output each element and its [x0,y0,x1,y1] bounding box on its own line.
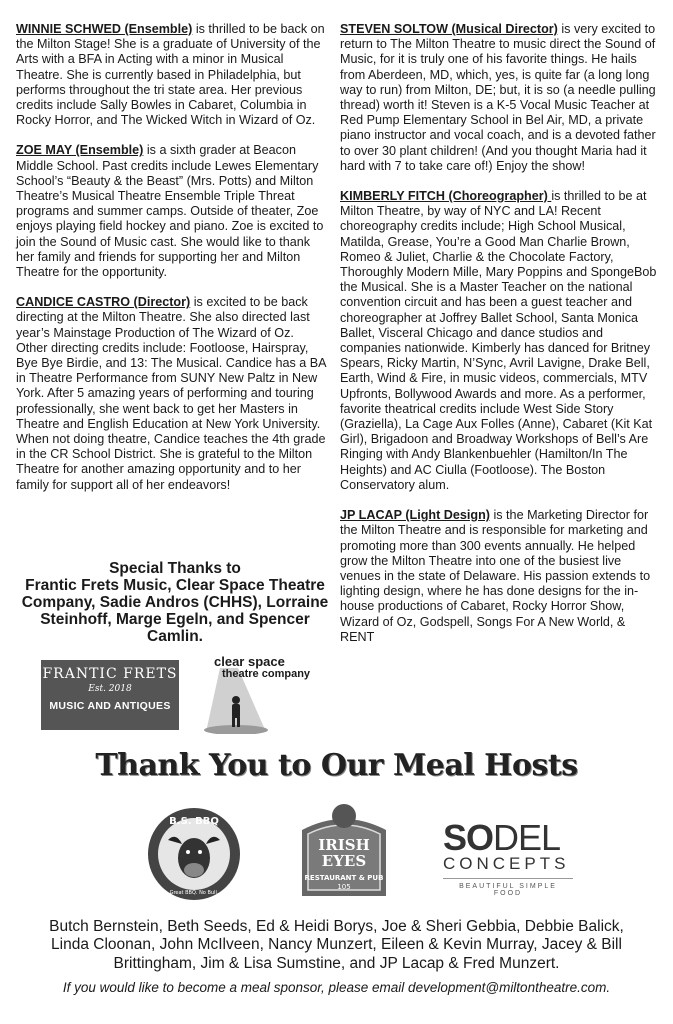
bio-winnie-schwed [16,22,326,128]
sodel-so: SO [443,817,494,858]
irish-eyes-num: 105 [337,883,351,891]
clear-space-sub: theatre company [222,668,311,680]
irish-eyes-line1: IRISH [318,836,370,854]
bio-candice-castro [16,295,326,493]
clear-space-logo [200,648,330,734]
bio-text: is the Marketing Director for the Milton Theatre and is responsible for marketing and promoting more than 300 events annually. He helped grow the Milton Theatre into one of the busiest live venues in the state of Delaware. His passion extends to lighting design, where he has done designs for the in-house productions of Cabaret, Rocky Horror Show, Wizard of Oz, Godspell, Songs For A New World, & RENT [340,508,651,644]
sodel-concepts: CONCEPTS [443,854,570,873]
bs-bbq-logo [146,806,242,902]
bio-jp-lacap [340,508,658,645]
sodel-tagline: BEAUTIFUL SIMPLE FOOD [443,878,573,897]
sodel-concepts-logo [443,817,579,904]
frantic-frets-name: FRANTIC FRETS [42,666,178,682]
sodel-del: DEL [493,817,561,858]
irish-eyes-line3: RESTAURANT & PUB [304,874,384,882]
bio-text: is thrilled to be back on the Milton Stage! She is a graduate of University of the Arts with a BFA in Acting with a minor in Musical Theatre. She is currently based in Philadelphia, but performs throughout the tri state area. Her previous credits include Sally Bowles in Cabaret, Columbia in Rocky Horror, and The Wicked Witch in Wizard of Oz. [16,22,325,128]
bio-name: CANDICE CASTRO (Director) [16,295,191,310]
bs-bbq-tag: Great BBQ. No Bull. [169,890,219,896]
bio-name: ZOE MAY (Ensemble) [16,143,144,158]
irish-eyes-line2: EYES [321,852,367,870]
frantic-frets-est: Est. 2018 [88,684,132,694]
meal-hosts-names: Butch Bernstein, Beth Seeds, Ed & Heidi Borys, Joe & Sheri Gebbia, Debbie Balick, Linda Cloonan, John McIlveen, Nancy Munzert, Eileen & Kevin Murray, Jacey & Bill Brittingham, Jim & Lisa Sumstine, and JP Lacap & Fred Munzert. [49,918,624,972]
bio-text: is thrilled to be at Milton Theatre, by way of NYC and LA! Recent choreography credits include; High School Musical, Matilda, Grease, You’re a Good Man Charlie Brown, Romeo & Juliet, Charlie & the Chocolate Factory, Thoroughly Modern Mille, Mary Poppins and SpongeBob the Musical. She is a Master Teacher on the national convention circuit and has been a guest teacher and choreographer at Joffrey Ballet School, Santa Monica Ballet, Visceral Chicago and dance studios and companies nationwide. Kimberly has danced for Britney Spears, Ricky Martin, N’Sync, Avril Lavigne, Drake Bell, Earth, Wind & Fire, in music videos, commercials, MTV Upfronts, Bollywood Awards and more. As a performer, favorite theatrical credits include West Side Story (Graziella), La Cage Aux Folles (Anne), Cabaret (Kit Kat Girl), Brigadoon and Broadway Workshops of Bell’s Are Ringing with Andy Blankenbuehler (Hamilton/In The Heights) and AC Ciulla (Footloose). The Boston Conservatory alum. [340,189,657,492]
special-thanks [20,560,330,645]
irish-eyes-logo [288,800,400,910]
clear-space-name: clear space [214,654,285,669]
bio-name: WINNIE SCHWED (Ensemble) [16,22,193,36]
bio-text: is a sixth grader at Beacon Middle School. Past credits include Lewes Elementary School’s “Beauty & the Beast” (Mrs. Potts) and Milton Theatre’s Musical Theatre Ensemble Triple Threat programs and summer camps. Outside of theater, Zoe enjoys playing field hockey and piano. Zoe is excited to join the Sound of Music cast. She would like to thank her family and friends for supporting her and Milton Theatre for the opportunity. [16,143,324,280]
frantic-frets-sub: MUSIC AND ANTIQUES [49,700,171,712]
bio-name: JP LACAP (Light Design) [340,508,490,523]
special-thanks-heading: Special Thanks to [109,560,241,577]
bio-text: is very excited to return to The Milton Theatre to music direct the Sound of Music, for it is truly one of his favorite things. He hails from Aberdeen, MD, which, yes, is quite far (a long long way to run) from Milton, DE; but, it is so (a needle pulling thread) worth it! Steven is a K-5 Vocal Music Teacher at Red Pump Elementary School in Bel Air, MD, a private piano instructor and vocal coach, and is a devoted father to over 30 plant children! (And you thought Maria had it hard with 7 to take care of!) Enjoy the show! [340,22,656,173]
bio-name: KIMBERLY FITCH (Choreographer) [340,189,552,204]
bio-zoe-may [16,143,326,280]
bio-kimberly-fitch [340,189,658,493]
bio-name: STEVEN SOLTOW (Musical Director) [340,22,558,36]
left-column [16,22,326,508]
right-column [340,22,658,660]
special-thanks-list: Frantic Frets Music, Clear Space Theatre Company, Sadie Andros (CHHS), Lorraine Steinhoff, Marge Egeln, and Spencer Camlin. [21,577,329,645]
bs-bbq-name: B.S. BBQ [169,816,219,827]
frantic-frets-logo [41,660,179,730]
sponsor-note: If you would like to become a meal sponsor, please email development@miltontheatre.com. [62,980,611,995]
bio-text: is excited to be back directing at the Milton Theatre. She also directed last year’s Mainstage Production of The Wizard of Oz. Other directing credits include: Footloose, Hairspray, Bye Bye Birdie, and 13: The Musical. Candice has a BA in Theatre Performance from SUNY New Paltz in New York. After 5 amazing years of performing and touring professionally, she went back to get her Masters in Theatre and English Education at New York University. When not doing theatre, Candice teaches the 4th grade in the CR School District. She is grateful to the Milton Theatre for another amazing opportunity and to her family for support all of her endeavors! [16,295,326,492]
bio-steven-soltow [340,22,658,174]
meal-hosts-title: Thank You to Our Meal Hosts [95,748,578,783]
